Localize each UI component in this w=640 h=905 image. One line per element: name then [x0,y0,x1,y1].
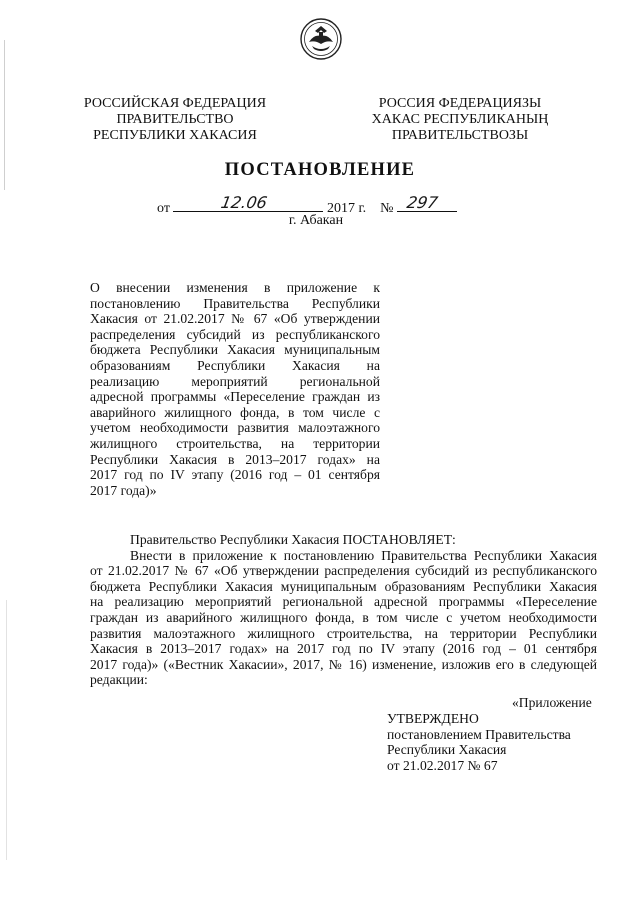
appendix-label: «Приложение [512,695,592,710]
subject-line: адресной программы «Переселение граждан из [90,389,380,405]
header-left-line: ПРАВИТЕЛЬСТВО [116,112,234,127]
document-title: ПОСТАНОВЛЕНИЕ [224,160,416,180]
approved-line: УТВЕРЖДЕНО [387,711,479,726]
date-year: 2017 г. [326,201,367,216]
subject-line: распределения субсидий из республиканского [90,326,380,342]
subject-line: Республики Хакасия в 2013–2017 годах» на [90,451,380,467]
handwritten-date: 12.06 [219,193,270,212]
header-left-line: РЕСПУБЛИКИ ХАКАСИЯ [93,128,257,143]
body-line: бюджета Республики Хакасия муниципальным образованиям Республики Хакасия [90,578,597,594]
subject-line: Хакасия от 21.02.2017 № 67 «Об утверждении [90,311,380,327]
body-line-resolves: Правительство Республики Хакасия ПОСТАНОВЛЯЕТ: [130,532,456,547]
subject-line: учетом необходимости развития малоэтажного [90,420,380,436]
subject-line: 2017 год по IV этапу (2016 год – 01 сентября [90,467,380,483]
subject-line: жилищного строительства, на территории [90,435,380,451]
handwritten-number: 297 [405,193,440,212]
body-line: редакции: [90,672,148,688]
body-line: на реализацию мероприятий региональной адресной программы «Переселение [90,594,597,610]
subject-line: бюджета Республики Хакасия муниципальным [90,342,380,358]
subject-line: аварийного жилищного фонда, в том числе с [90,404,380,420]
body-line: Внести в приложение к постановлению Правительства Республики Хакасия [130,547,597,563]
number-field [397,193,457,212]
body-text [90,532,597,688]
approved-block [387,711,571,773]
subject-line: О внесении изменения в приложение к [90,280,380,295]
coat-of-arms-emblem [300,18,342,60]
body-line: граждан из аварийного жилищного фонда, в том числе с учетом необходимости [90,609,597,625]
city: г. Абакан [288,213,344,228]
subject-line: постановлению Правительства Республики [90,295,380,311]
subject-line: 2017 года)» [90,482,157,498]
header-right-line: ХАКАС РЕСПУБЛИКАНЫҢ [371,112,549,127]
body-line: развития малоэтажного жилищного строительства, на территории Республики [90,625,597,641]
header-right [355,96,565,144]
subject-line: реализацию мероприятий региональной [90,373,380,389]
header-right-line: ПРАВИТЕЛЬСТВОЗЫ [391,128,529,143]
scan-noise-left-lower [6,600,7,860]
header-left-line: РОССИЙСКАЯ ФЕДЕРАЦИЯ [83,96,267,111]
date-field [173,193,323,212]
approved-line: Республики Хакасия [387,742,507,758]
approved-line: от 21.02.2017 № 67 [387,757,498,773]
body-line: Хакасия в 2013–2017 годах» на 2017 год по IV этапу (2016 год – 01 сентября [90,641,597,657]
number-sign: № [380,201,394,216]
date-prefix: от [157,201,170,216]
body-line: 2017 года)» («Вестник Хакасии», 2017, № 16) изменение, изложив его в следующей [90,656,597,672]
approved-line: постановлением Правительства [387,726,571,742]
subject-block [90,280,380,498]
subject-line: образованиям Республики Хакасия на [90,357,380,373]
body-line: от 21.02.2017 № 67 «Об утверждении распределения субсидий из республиканского [90,563,597,579]
header-right-line: РОССИЯ ФЕДЕРАЦИЯЗЫ [378,96,542,111]
header-left [80,96,270,144]
